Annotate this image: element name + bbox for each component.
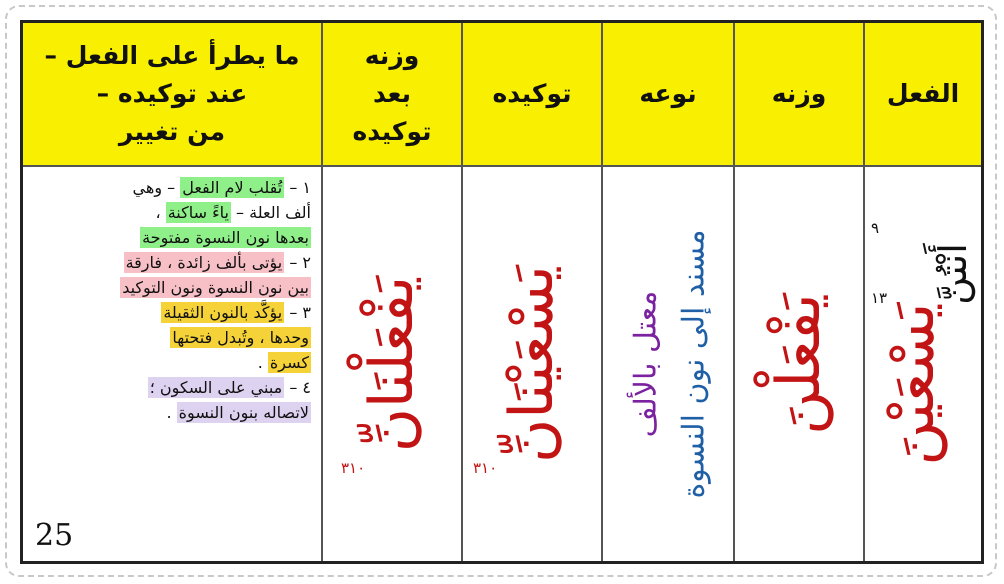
change-line (31, 200, 311, 225)
grammar-table (20, 20, 984, 564)
weight-after-text: يَفْعَلْنَانِّ (357, 275, 427, 453)
change-line (31, 400, 311, 425)
header-type (601, 23, 733, 167)
change-segment: ياءً ساكنة (167, 203, 229, 222)
cell-type (601, 167, 733, 561)
change-segment: . (166, 403, 177, 422)
header-weight-after-line: وزنه (364, 41, 420, 70)
header-weight-label: وزنه (771, 79, 827, 108)
header-emphasis-label: توكيده (492, 79, 572, 108)
change-segment: يؤكَّد بالنون الثقيلة (163, 303, 283, 322)
change-line (31, 300, 311, 325)
change-segment: ألف العلة – (230, 203, 311, 222)
change-segment: تُقلب لام الفعل (182, 178, 283, 197)
change-segment: لاتصاله بنون النسوة (178, 403, 309, 422)
header-changes-line: ما يطرأ على الفعل – (44, 41, 300, 70)
change-line (31, 225, 311, 250)
changes-list (23, 167, 321, 425)
change-segment: بين نون النسوة ونون التوكيد (122, 278, 309, 297)
page-number: 25 (35, 518, 74, 553)
change-line (31, 250, 311, 275)
header-changes-line: عند توكيده – (96, 79, 248, 108)
cell-weight (733, 167, 863, 561)
change-segment: ٤ – (284, 378, 311, 397)
change-segment: يؤتى بألف زائدة ، فارقة (125, 253, 283, 272)
header-weight-after-line: توكيده (352, 117, 432, 146)
header-changes-line: من تغيير (118, 117, 226, 146)
change-segment: بعدها نون النسوة مفتوحة (142, 228, 309, 247)
cell-verb (863, 167, 981, 561)
emphasis-sub: ٣١٠ (473, 459, 498, 477)
verb-top-text: أَنْتُنَّ (931, 243, 975, 305)
change-line (31, 275, 311, 300)
verb-sub-2: ١٣ (871, 289, 888, 307)
emphasis-text: يَسْعَيْنَانِّ (497, 265, 567, 463)
change-line (31, 325, 311, 350)
header-weight-after (321, 23, 461, 167)
header-type-label: نوعه (639, 79, 697, 108)
verb-sub-1: ٩ (871, 219, 880, 237)
change-segment: ١ – (284, 178, 311, 197)
change-segment: . (257, 353, 268, 372)
change-segment: ، (155, 203, 166, 222)
cell-changes (23, 167, 321, 561)
verb-main-text: يَسْعَيْنَ (878, 302, 948, 466)
weight-after-sub: ٣١٠ (341, 459, 366, 477)
header-weight-after-line: بعد (373, 79, 411, 108)
header-weight (733, 23, 863, 167)
cell-weight-after (321, 167, 461, 561)
type-line-1: معتل بالألف (628, 290, 664, 438)
change-line (31, 375, 311, 400)
change-segment: ٢ – (284, 253, 311, 272)
cell-emphasis (461, 167, 601, 561)
change-segment: كسرة (269, 353, 309, 372)
change-segment: ٣ – (284, 303, 311, 322)
header-changes (23, 23, 321, 167)
header-verb-label: الفعل (886, 79, 960, 108)
change-segment: وحدها ، وتُبدل فتحتها (172, 328, 309, 347)
header-verb (863, 23, 981, 167)
change-line (31, 175, 311, 200)
change-segment: – وهي (132, 178, 181, 197)
change-line (31, 350, 311, 375)
header-emphasis (461, 23, 601, 167)
weight-text: يَفْعَلْنَ (764, 293, 834, 435)
change-segment: مبني على السكون ؛ (149, 378, 283, 397)
type-line-2: مسند إلى نون النسوة (676, 229, 712, 499)
